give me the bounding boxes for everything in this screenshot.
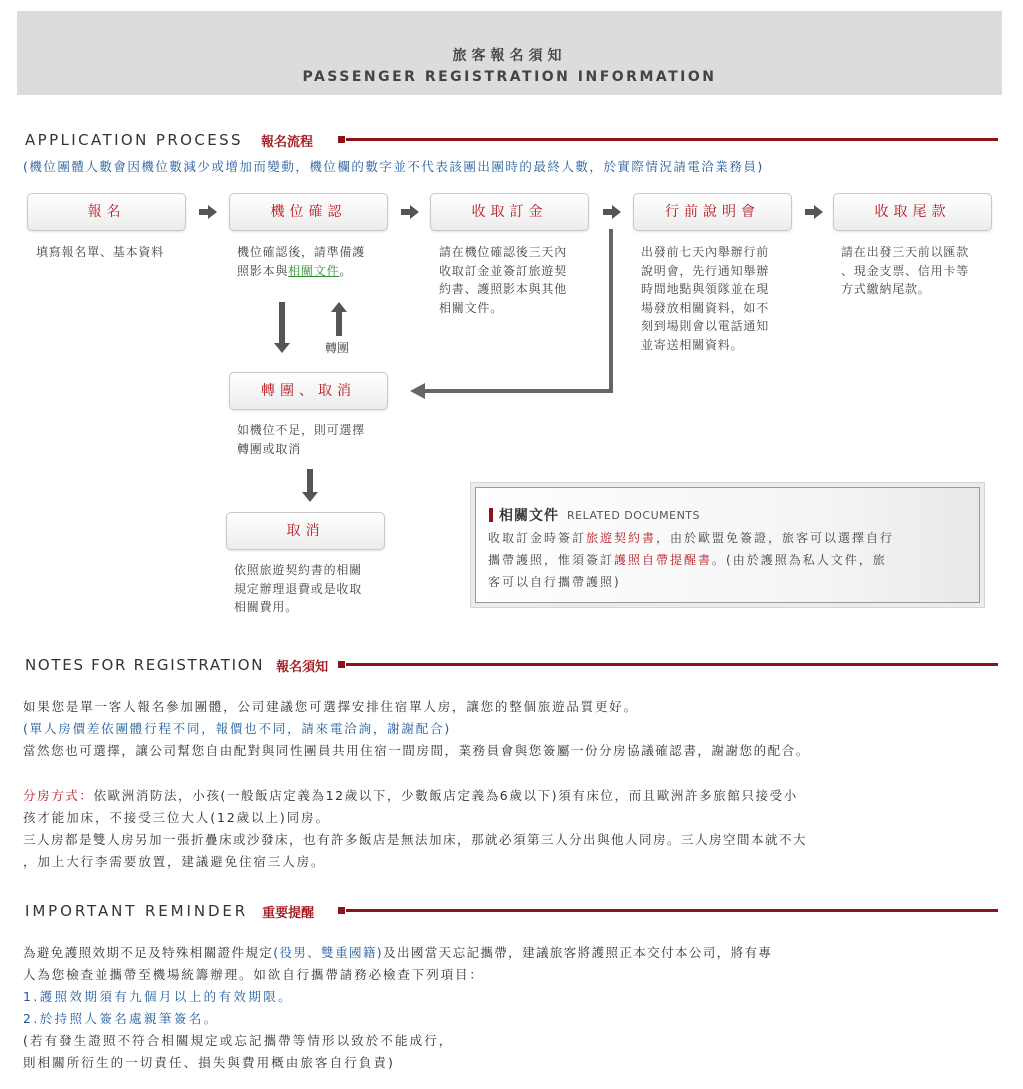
desc-line: 填寫報名單、基本資料: [36, 245, 165, 259]
reminder-text: 為避免護照效期不足及特殊相關證件規定: [23, 945, 274, 960]
transfer-label: 轉團: [325, 341, 350, 355]
desc-line: 並寄送相關資料。: [641, 337, 744, 352]
arrow-down-icon: [302, 469, 318, 503]
page-title: 旅客報名須知: [452, 48, 567, 64]
desc-line: 請在出發三天前以匯款: [841, 245, 970, 259]
arrow-down-icon: [274, 302, 290, 354]
related-docs-box: [470, 482, 985, 608]
reminder-heading-en: IMPORTANT REMINDER: [25, 902, 249, 920]
application-heading-zh: 報名流程: [260, 134, 313, 150]
desc-line: 轉團或取消: [237, 441, 302, 456]
notes-p3: 當然您也可選擇，讓公司幫您自由配對與同性團員共用住宿一間房間，業務員會與您簽屬一份分房協議確認書，謝謝您的配合。: [23, 743, 810, 758]
reminder-highlight: (役男、雙重國籍): [273, 945, 384, 960]
desc-line: 方式繳納尾款。: [841, 282, 931, 296]
desc-line: 請在機位確認後三天內: [439, 245, 568, 259]
desc-line: 規定辦理退費或是收取: [234, 581, 363, 596]
step-seat-confirm-desc: [237, 243, 365, 280]
notes-p7: ，加上大行李需要放置，建議避免住宿三人房。: [23, 854, 326, 869]
docs-line-3: 客可以自行攜帶護照): [488, 575, 621, 589]
rooming-label: 分房方式：: [23, 788, 94, 803]
notes-heading-en: NOTES FOR REGISTRATION: [25, 656, 265, 674]
application-divider: [346, 138, 998, 141]
reminder-divider: [346, 909, 998, 912]
step-briefing-button[interactable]: 行前說明會: [633, 193, 792, 231]
passport-reminder-link[interactable]: 護照自帶提醒書: [614, 553, 713, 567]
reminder-item-2: 2.於持照人簽名處親筆簽名。: [23, 1011, 219, 1026]
reminder-heading: [25, 901, 314, 921]
desc-line: 收取訂金並簽訂旅遊契: [439, 263, 568, 278]
page-subtitle: PASSENGER REGISTRATION INFORMATION: [302, 69, 717, 85]
notes-p1: 如果您是單一客人報名參加團體，公司建議您可選擇安排住宿單人房，讓您的整個旅遊品質更好。: [23, 699, 638, 714]
desc-line: 說明會，先行通知舉辦: [641, 263, 770, 278]
desc-line: 機位確認後，請準備護: [237, 245, 366, 259]
docs-line-1: [488, 529, 894, 546]
cancel-desc: [234, 561, 362, 617]
docs-text: 收取訂金時簽訂: [488, 531, 587, 545]
related-docs-title: [489, 505, 700, 525]
application-heading-en: APPLICATION PROCESS: [25, 131, 243, 149]
arrow-right-icon: [805, 205, 823, 219]
step-register-button[interactable]: 報名: [27, 193, 186, 231]
desc-line: 時間地點與領隊並在現: [641, 282, 770, 296]
desc-line: 依照旅遊契約書的相關: [234, 563, 363, 577]
arrow-right-icon: [199, 205, 217, 219]
related-docs-title-en: RELATED DOCUMENTS: [567, 508, 701, 522]
desc-line: 約書、護照影本與其他: [439, 282, 568, 296]
notes-p6: 三人房都是雙人房另加一張折疊床或沙發床，也有許多飯店是無法加床，那就必須第三人分出與他人同房。三人房空間本就不大: [23, 832, 808, 847]
related-docs-title-zh: 相關文件: [499, 508, 559, 524]
page-banner: [17, 11, 1002, 95]
docs-text: 。(由於護照為私人文件，旅: [712, 553, 887, 567]
step-deposit-desc: [439, 243, 567, 317]
reminder-heading-zh: 重要提醒: [262, 905, 315, 921]
arrow-left-icon: [410, 383, 425, 399]
step-final-payment-button[interactable]: 收取尾款: [833, 193, 992, 231]
travel-contract-link[interactable]: 旅遊契約書: [586, 531, 657, 545]
notes-p4: [23, 786, 798, 804]
reminder-text: 及出國當天忘記攜帶，建議旅客將護照正本交付本公司，將有專: [383, 945, 773, 960]
application-note: (機位團體人數會因機位數減少或增加而變動，機位欄的數字並不代表該團出團時的最終人數，於實際情況請電洽業務員): [23, 159, 764, 174]
reminder-p3: (若有發生證照不符合相關規定或忘記攜帶等情形以致於不能成行，: [23, 1033, 454, 1048]
notes-heading-zh: 報名須知: [276, 659, 329, 675]
transfer-cancel-desc: [237, 421, 365, 458]
desc-line: 、現金支票、信用卡等: [841, 263, 970, 278]
desc-text: 照影本與: [237, 263, 289, 278]
application-heading: [25, 130, 313, 150]
notes-text: 依歐洲消防法，小孩(一般飯店定義為12歲以下，少數飯店定義為6歲以下)須有床位，而且歐洲許多旅館只接受小: [93, 788, 798, 803]
desc-text: 。: [339, 263, 353, 278]
desc-line: 場發放相關資料，如不: [641, 300, 770, 315]
transfer-cancel-button[interactable]: 轉團、取消: [229, 372, 388, 410]
notes-heading: [25, 655, 328, 675]
desc-line: [237, 262, 365, 281]
related-docs-link[interactable]: 相關文件: [288, 263, 340, 278]
desc-line: 刻到場則會以電話通知: [641, 319, 770, 333]
step-final-payment-desc: [841, 243, 969, 299]
title-bar-marker: [489, 508, 493, 522]
reminder-p4: 則相關所衍生的一切責任、損失與費用概由旅客自行負責): [23, 1055, 395, 1070]
connector-line: [424, 389, 613, 393]
connector-line: [609, 229, 613, 393]
desc-line: 相關文件。: [439, 300, 504, 315]
docs-text: ，由於歐盟免簽證，旅客可以選擇自行: [656, 531, 895, 545]
step-briefing-desc: [641, 243, 769, 354]
desc-line: 相關費用。: [234, 600, 299, 614]
cancel-button[interactable]: 取消: [226, 512, 385, 550]
reminder-p1: [23, 943, 772, 961]
step-seat-confirm-button[interactable]: 機位確認: [229, 193, 388, 231]
docs-line-2: [488, 551, 887, 568]
arrow-up-icon: [331, 302, 347, 336]
step-register-desc: [36, 243, 164, 262]
desc-line: 如機位不足，則可選擇: [237, 423, 366, 437]
step-deposit-button[interactable]: 收取訂金: [430, 193, 589, 231]
reminder-p2: 人為您檢查並攜帶至機場統籌辦理。如欲自行攜帶請務必檢查下列項目：: [23, 967, 484, 982]
arrow-right-icon: [603, 205, 621, 219]
notes-divider: [346, 663, 998, 666]
notes-p5: 孩才能加床，不接受三位大人(12歲以上)同房。: [23, 810, 330, 825]
reminder-item-1: 1.護照效期須有九個月以上的有效期限。: [23, 989, 294, 1004]
docs-text: 攜帶護照，惟須簽訂: [488, 553, 615, 567]
arrow-right-icon: [401, 205, 419, 219]
desc-line: 出發前七天內舉辦行前: [641, 245, 770, 259]
related-docs-panel: [475, 487, 980, 603]
notes-p2: (單人房價差依團體行程不同，報價也不同，請來電洽詢，謝謝配合): [23, 721, 452, 736]
